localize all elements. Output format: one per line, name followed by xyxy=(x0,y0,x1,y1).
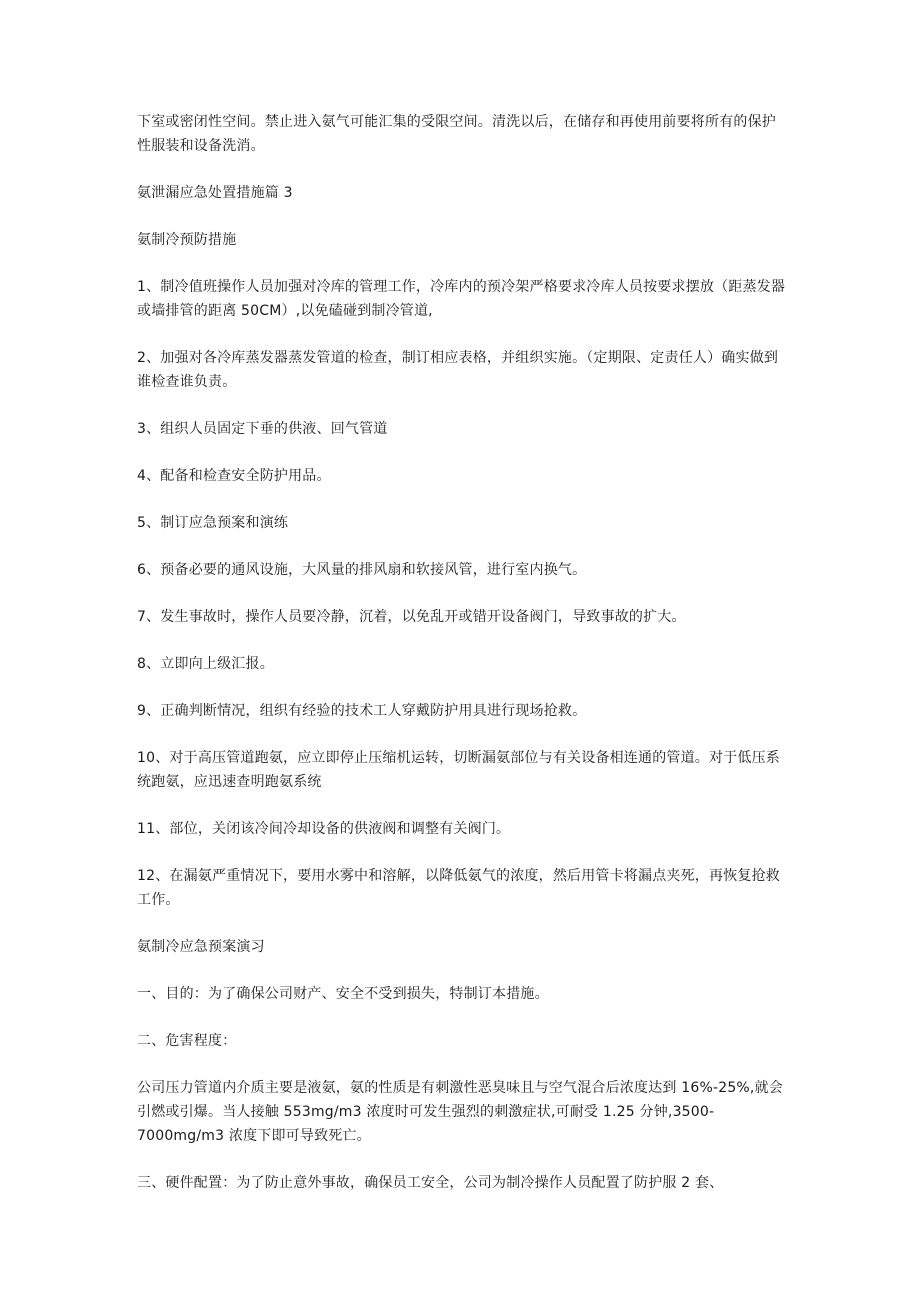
list-item: 8、立即向上级汇报。 xyxy=(137,656,274,672)
paragraph: 三、硬件配置：为了防止意外事故，确保员工安全，公司为制冷操作人员配置了防护服 2 套、 xyxy=(137,1175,724,1191)
section-heading: 氨制冷应急预案演习 xyxy=(137,939,265,955)
list-item: 6、预备必要的通风设施，大风量的排风扇和软接风管，进行室内换气。 xyxy=(137,562,587,578)
list-item: 9、正确判断情况，组织有经验的技术工人穿戴防护用具进行现场抢救。 xyxy=(137,703,587,719)
list-item: 10、对于高压管道跑氨，应立即停止压缩机运转，切断漏氨部位与有关设备相连通的管道。对于低压系统跑氨，应迅速查明跑氨系统 xyxy=(137,750,781,790)
list-item: 3、组织人员固定下垂的供液、回气管道 xyxy=(137,421,388,437)
list-item: 1、制冷值班操作人员加强对冷库的管理工作，冷库内的预冷架严格要求冷库人员按要求摆放（距蒸发器或墙排管的距离 50CM）,以免磕碰到制冷管道, xyxy=(137,279,786,319)
paragraph: 公司压力管道内介质主要是液氨，氨的性质是有刺激性恶臭味且与空气混合后浓度达到 16%-25%,就会引燃或引爆。当人接触 553mg/m3 浓度时可发生强烈的刺激症状,可耐受 1.25 分钟,3500-7000mg/m3 浓度下即可导致死亡。 xyxy=(137,1080,783,1144)
section-heading: 氨泄漏应急处置措施篇 3 xyxy=(137,185,293,201)
list-item: 5、制订应急预案和演练 xyxy=(137,515,289,531)
section-heading: 氨制冷预防措施 xyxy=(137,232,237,248)
paragraph: 一、目的：为了确保公司财产、安全不受到损失，特制订本措施。 xyxy=(137,986,549,1002)
list-item: 12、在漏氨严重情况下，要用水雾中和溶解，以降低氨气的浓度，然后用管卡将漏点夹死，再恢复抢救工作。 xyxy=(137,868,781,908)
list-item: 11、部位，关闭该冷间冷却设备的供液阀和调整有关阀门。 xyxy=(137,821,511,837)
document-page xyxy=(137,110,787,1218)
paragraph: 下室或密闭性空间。禁止进入氨气可能汇集的受限空间。清洗以后，在储存和再使用前要将所有的保护性服装和设备洗消。 xyxy=(137,114,776,154)
list-item: 2、加强对各冷库蒸发器蒸发管道的检查，制订相应表格，并组织实施。（定期限、定责任人）确实做到谁检查谁负责。 xyxy=(137,350,779,390)
paragraph: 二、危害程度： xyxy=(137,1033,237,1049)
list-item: 7、发生事故时，操作人员要冷静，沉着，以免乱开或错开设备阀门，导致事故的扩大。 xyxy=(137,609,686,625)
list-item: 4、配备和检查安全防护用品。 xyxy=(137,468,331,484)
